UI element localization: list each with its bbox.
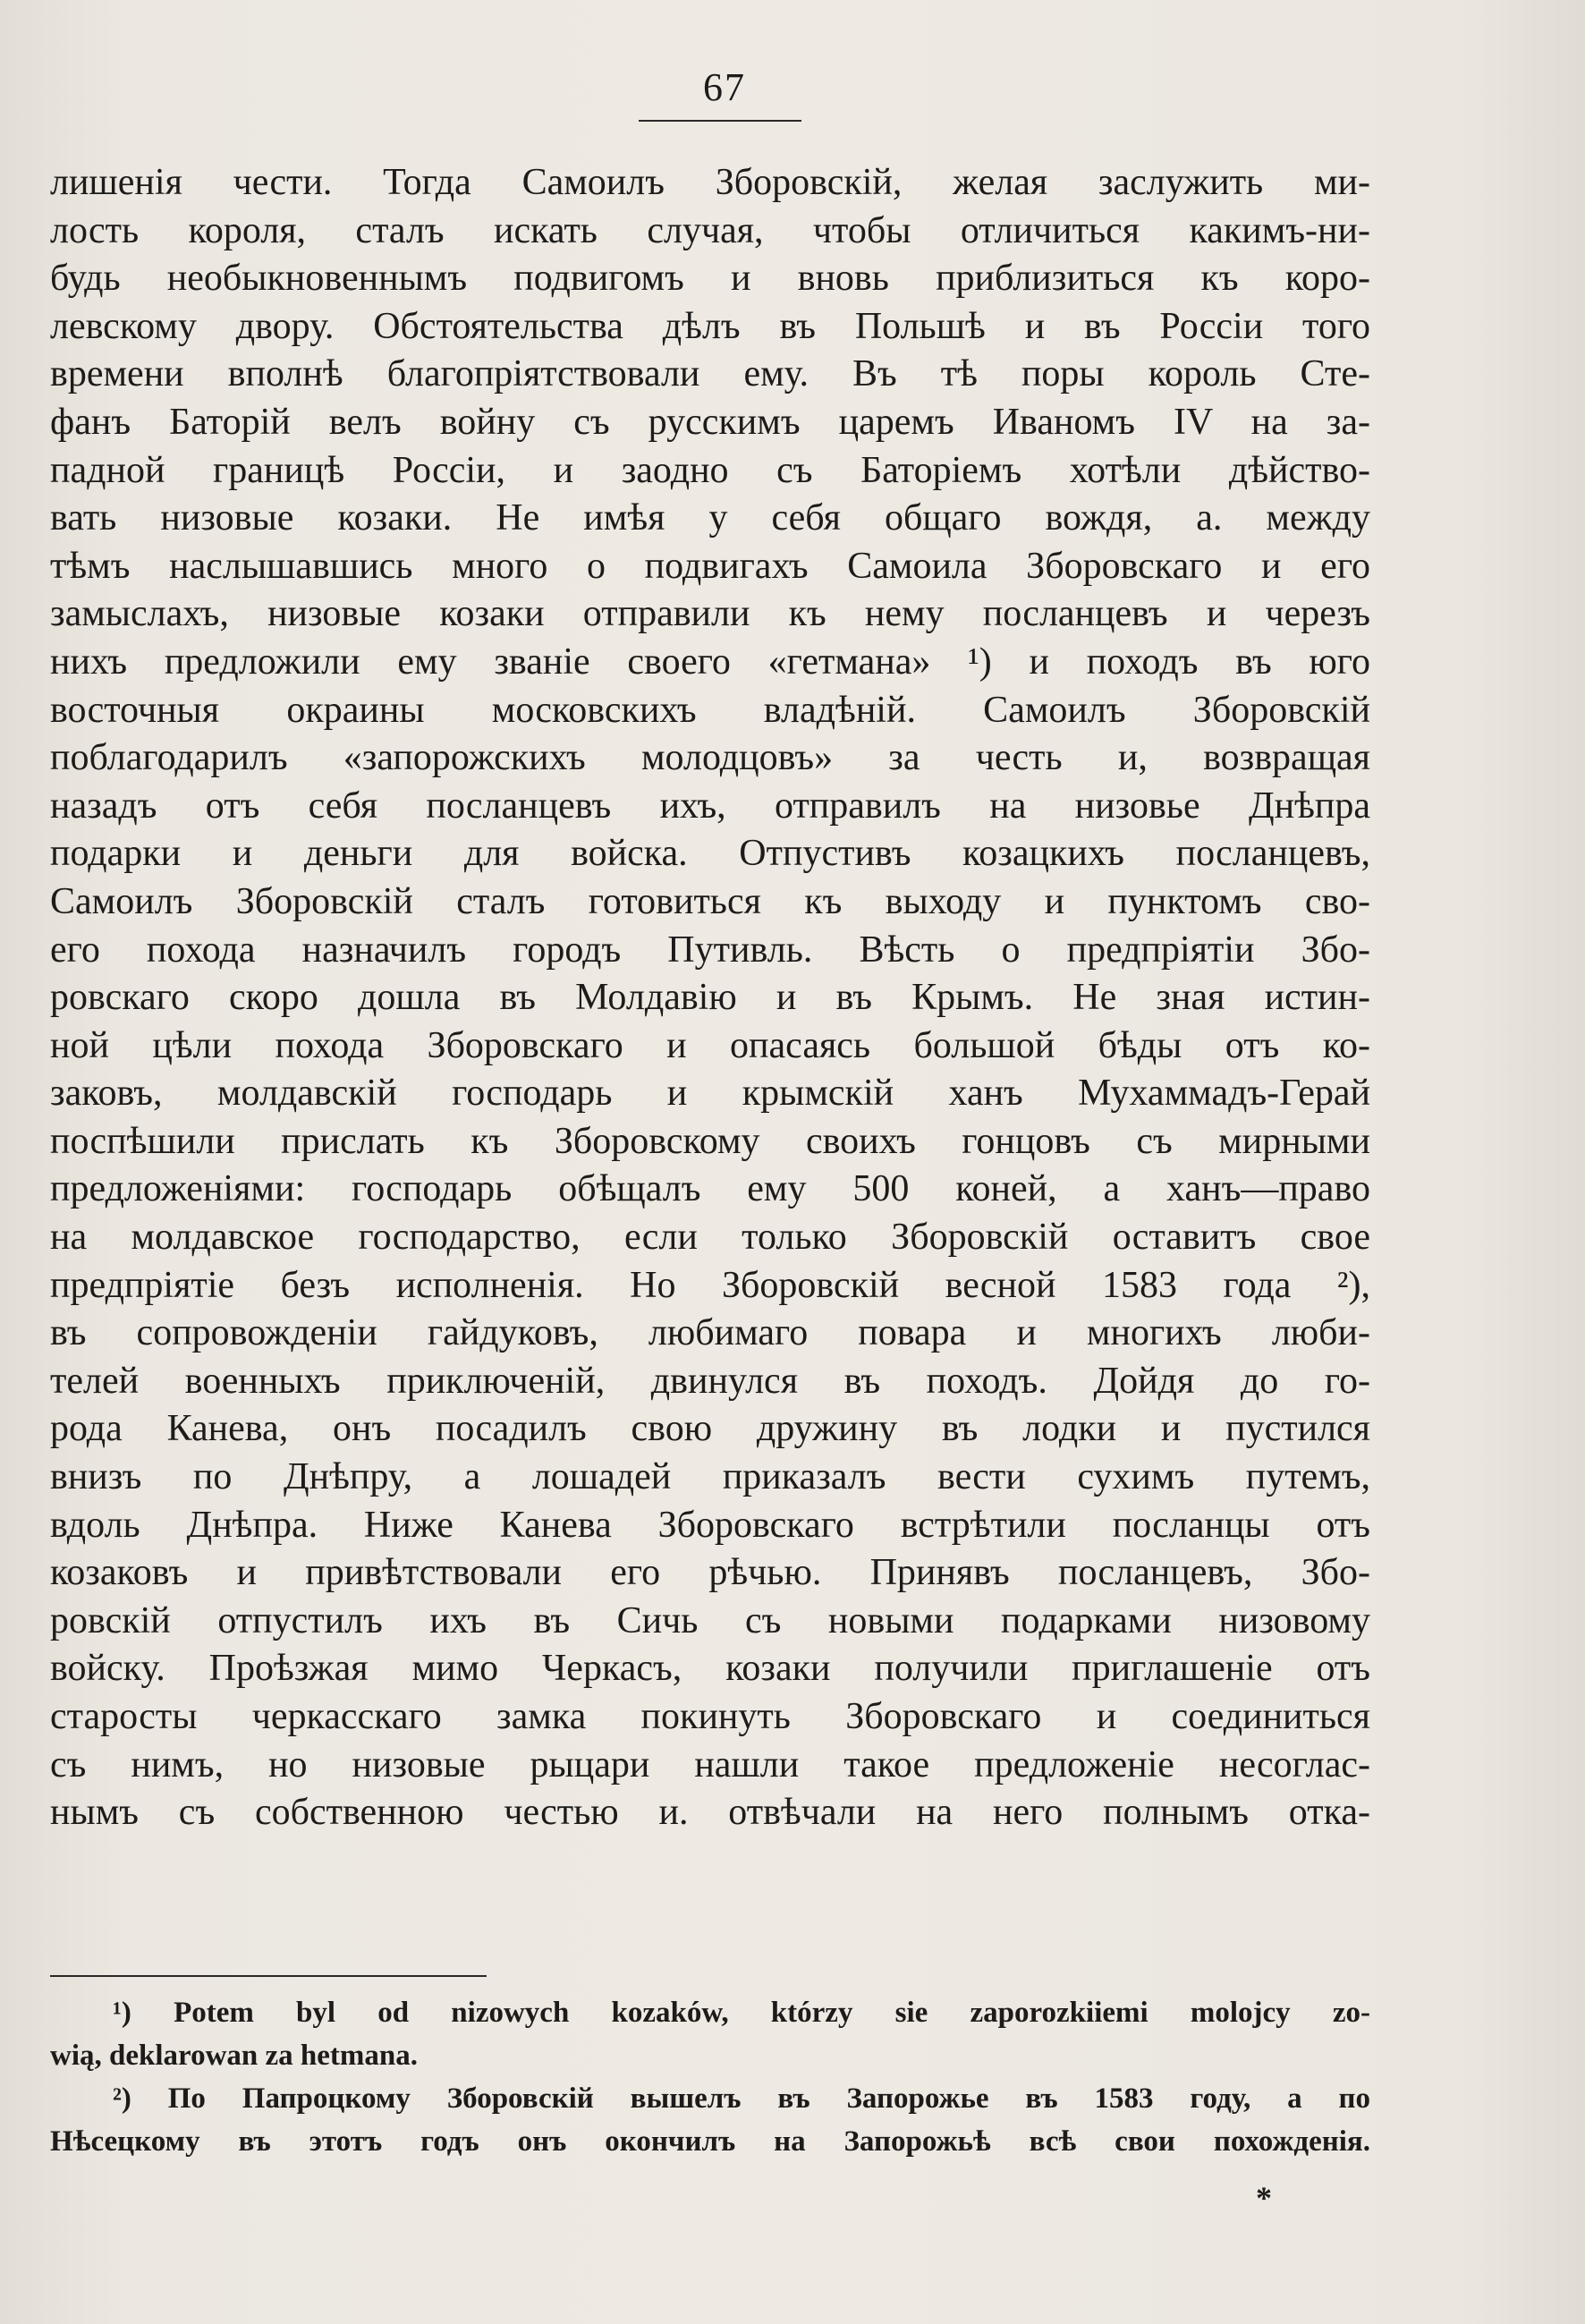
text-line: времени вполнѣ благопріятствовали ему. Въ тѣ поры король Сте- — [50, 353, 1370, 395]
text-line: замыслахъ, низовые козаки отправили къ нему посланцевъ и черезъ — [50, 593, 1370, 635]
text-line: фанъ Баторій велъ войну съ русскимъ царемъ Иваномъ IV на за- — [50, 401, 1370, 443]
text-line: падной границѣ Россіи, и заодно съ Баторіемъ хотѣли дѣйство- — [50, 449, 1370, 491]
text-line: на молдавское господарство, если только Зборовскій оставитъ свое — [50, 1217, 1370, 1259]
text-line: вать низовые козаки. Не имѣя у себя общаго вождя, а. между — [50, 497, 1370, 539]
footnotes — [50, 1991, 1370, 2163]
text-line: его похода назначилъ городъ Путивль. Вѣсть о предпріятіи Збо- — [50, 929, 1370, 971]
footnote-rule — [50, 1975, 487, 1977]
text-line: поспѣшили прислать къ Зборовскому своихъ гонцовъ съ мирными — [50, 1120, 1370, 1162]
text-line: рода Канева, онъ посадилъ свою дружину въ лодки и пустился — [50, 1408, 1370, 1450]
text-line: внизъ по Днѣпру, а лошадей приказалъ вести сухимъ путемъ, — [50, 1456, 1370, 1498]
text-line: ной цѣли похода Зборовскаго и опасаясь большой бѣды отъ ко- — [50, 1024, 1370, 1066]
text-line: предложеніями: господарь обѣщалъ ему 500 коней, а ханъ—право — [50, 1168, 1370, 1210]
text-line: въ сопровожденіи гайдуковъ, любимаго повара и многихъ люби- — [50, 1312, 1370, 1354]
text-line: вдоль Днѣпра. Ниже Канева Зборовскаго встрѣтили посланцы отъ — [50, 1504, 1370, 1546]
text-line: ровскій отпустилъ ихъ въ Сичь съ новыми подарками низовому — [50, 1599, 1370, 1641]
page-number: 67 — [703, 65, 746, 109]
text-line: тѣмъ наслышавшись много о подвигахъ Самоила Зборовскаго и его — [50, 545, 1370, 587]
text-line: предпріятіе безъ исполненія. Но Зборовскій весной 1583 года ²), — [50, 1264, 1370, 1306]
footnote-2-line: ²) По Папроцкому Зборовскій вышелъ въ Запорожье въ 1583 году, а по — [113, 2082, 1370, 2115]
text-line: съ нимъ, но низовые рыцари нашли такое предложеніе несоглас- — [50, 1743, 1370, 1785]
text-line: восточныя окраины московскихъ владѣній. Самоилъ Зборовскій — [50, 689, 1370, 731]
text-line: заковъ, молдавскій господарь и крымскій ханъ Мухаммадъ-Герай — [50, 1073, 1370, 1115]
page-number-rule — [639, 120, 801, 122]
text-line: войску. Проѣзжая мимо Черкасъ, козаки получили приглашеніе отъ — [50, 1648, 1370, 1690]
text-line: назадъ отъ себя посланцевъ ихъ, отправилъ на низовье Днѣпра — [50, 785, 1370, 827]
text-line: телей военныхъ приключеній, двинулся въ походъ. Дойдя до го- — [50, 1360, 1370, 1402]
text-line: левскому двору. Обстоятельства дѣлъ въ Польшѣ и въ Россіи того — [50, 305, 1370, 347]
text-line: поблагодарилъ «запорожскихъ молодцовъ» за честь и, возвращая — [50, 737, 1370, 779]
text-line: ровскаго скоро дошла въ Молдавію и въ Крымъ. Не зная истин- — [50, 977, 1370, 1019]
text-line: будь необыкновеннымъ подвигомъ и вновь приблизиться къ коро- — [50, 258, 1370, 300]
text-line: Самоилъ Зборовскій сталъ готовиться къ выходу и пунктомъ сво- — [50, 880, 1370, 922]
footnote-1-line: ¹) Potem byl od nizowych kozaków, którzy sie zaporozkiiemi molojcy zo- — [113, 1997, 1370, 2029]
text-line: подарки и деньги для войска. Отпустивъ козацкихъ посланцевъ, — [50, 833, 1370, 875]
text-line: лость короля, сталъ искать случая, чтобы отличиться какимъ-ни- — [50, 209, 1370, 251]
text-line: нихъ предложили ему званіе своего «гетмана» ¹) и походъ въ юго — [50, 640, 1370, 683]
text-line: нымъ съ собственною честью и. отвѣчали на него полнымъ отка- — [50, 1792, 1370, 1834]
text-line: старосты черкасскаго замка покинуть Зборовскаго и соединиться — [50, 1696, 1370, 1737]
text-line: лишенія чести. Тогда Самоилъ Зборовскій, желая заслужить ми- — [50, 162, 1370, 203]
body-text — [50, 159, 1370, 1837]
signature-mark: * — [1256, 2180, 1272, 2216]
footnote-1-line: wią, deklarowan za hetmana. — [50, 2040, 418, 2072]
footnote-2-line: Нѣсецкому въ этотъ годъ онъ окончилъ на Запорожьѣ всѣ свои похожденія. — [50, 2125, 1370, 2158]
text-line: козаковъ и привѣтствовали его рѣчью. Принявъ посланцевъ, Збо- — [50, 1552, 1370, 1594]
